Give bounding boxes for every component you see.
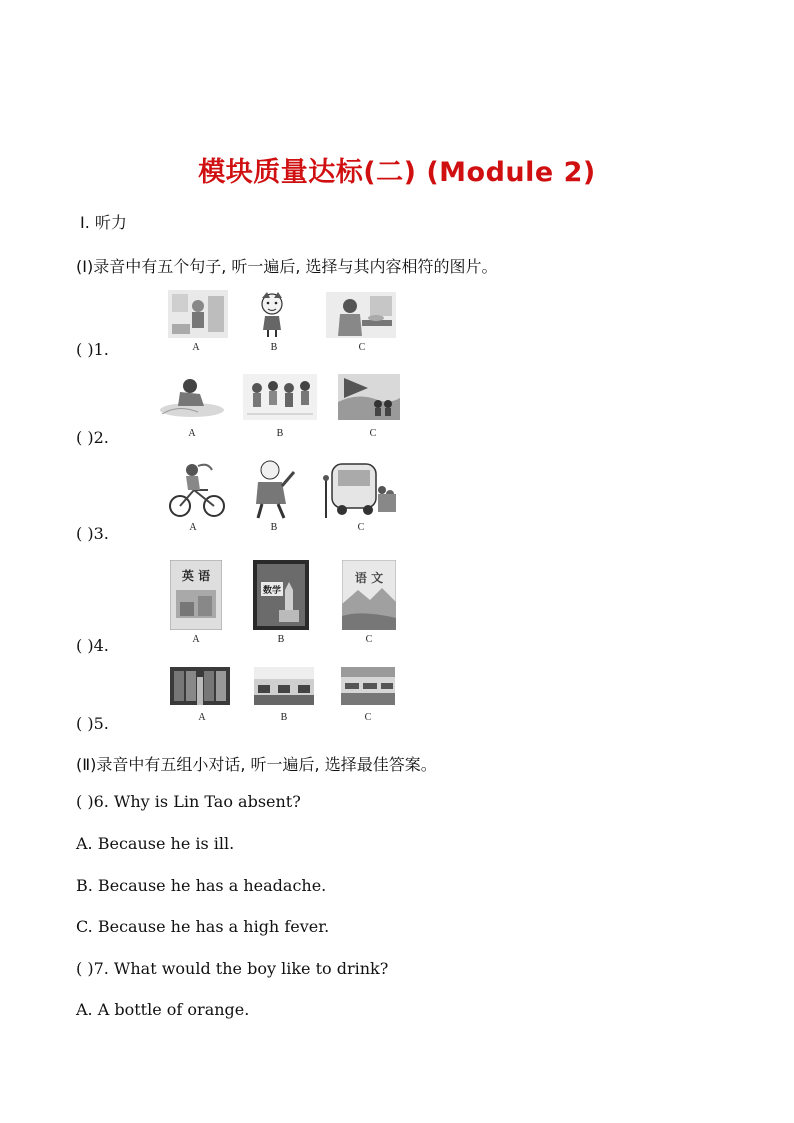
q5-caption-c: C <box>364 712 372 723</box>
q2-option-a-image[interactable] <box>158 374 230 420</box>
q4-caption-c: C <box>365 634 373 645</box>
question-6-option-b[interactable]: B. Because he has a headache. <box>76 876 327 895</box>
q2-caption-c: C <box>369 428 377 439</box>
q4-option-a-image[interactable] <box>170 560 222 630</box>
book-chinese-label: 语 文 <box>354 571 384 585</box>
q2-option-c-image[interactable] <box>338 374 400 420</box>
question-7-option-a[interactable]: A. A bottle of orange. <box>76 1000 250 1019</box>
q1-option-b-image[interactable] <box>257 290 287 338</box>
q2-caption-b: B <box>276 428 284 439</box>
section-heading-listening: Ⅰ. 听力 <box>80 213 127 232</box>
q1-caption-b: B <box>270 342 278 353</box>
question-6-label: ( )6. Why is Lin Tao absent? <box>76 792 301 811</box>
q5-option-c-image[interactable] <box>341 667 395 705</box>
q1-caption-c: C <box>358 342 366 353</box>
q3-option-b-image[interactable] <box>244 458 300 520</box>
q3-option-a-image[interactable] <box>168 460 226 520</box>
question-6-option-c[interactable]: C. Because he has a high fever. <box>76 917 330 936</box>
q1-option-c-image[interactable] <box>326 292 396 338</box>
q3-caption-b: B <box>270 522 278 533</box>
book-english-label: 英 语 <box>181 569 211 583</box>
part2-instruction: (Ⅱ)录音中有五组小对话, 听一遍后, 选择最佳答案。 <box>76 755 437 774</box>
q5-caption-b: B <box>280 712 288 723</box>
q3-option-c-image[interactable] <box>322 460 398 520</box>
question-5-label: ( )5. <box>76 714 109 733</box>
q5-caption-a: A <box>198 712 206 723</box>
q4-caption-b: B <box>277 634 285 645</box>
q1-caption-a: A <box>192 342 200 353</box>
q5-option-b-image[interactable] <box>254 667 314 705</box>
q4-caption-a: A <box>192 634 200 645</box>
q4-option-c-image[interactable] <box>342 560 396 630</box>
question-1-label: ( )1. <box>76 340 109 359</box>
question-4-label: ( )4. <box>76 636 109 655</box>
question-2-label: ( )2. <box>76 428 109 447</box>
question-7-label: ( )7. What would the boy like to drink? <box>76 959 389 978</box>
q4-option-b-image[interactable] <box>253 560 309 630</box>
page-title: 模块质量达标(二) (Module 2) <box>198 157 596 188</box>
q2-caption-a: A <box>188 428 196 439</box>
q5-option-a-image[interactable] <box>170 667 230 705</box>
question-6-option-a[interactable]: A. Because he is ill. <box>76 834 235 853</box>
q3-caption-a: A <box>189 522 197 533</box>
q3-caption-c: C <box>357 522 365 533</box>
q2-option-b-image[interactable] <box>243 374 317 420</box>
book-math-label: 数学 <box>262 586 282 596</box>
q1-option-a-image[interactable] <box>168 290 228 338</box>
question-3-label: ( )3. <box>76 524 109 543</box>
part1-instruction: (Ⅰ)录音中有五个句子, 听一遍后, 选择与其内容相符的图片。 <box>76 257 498 276</box>
